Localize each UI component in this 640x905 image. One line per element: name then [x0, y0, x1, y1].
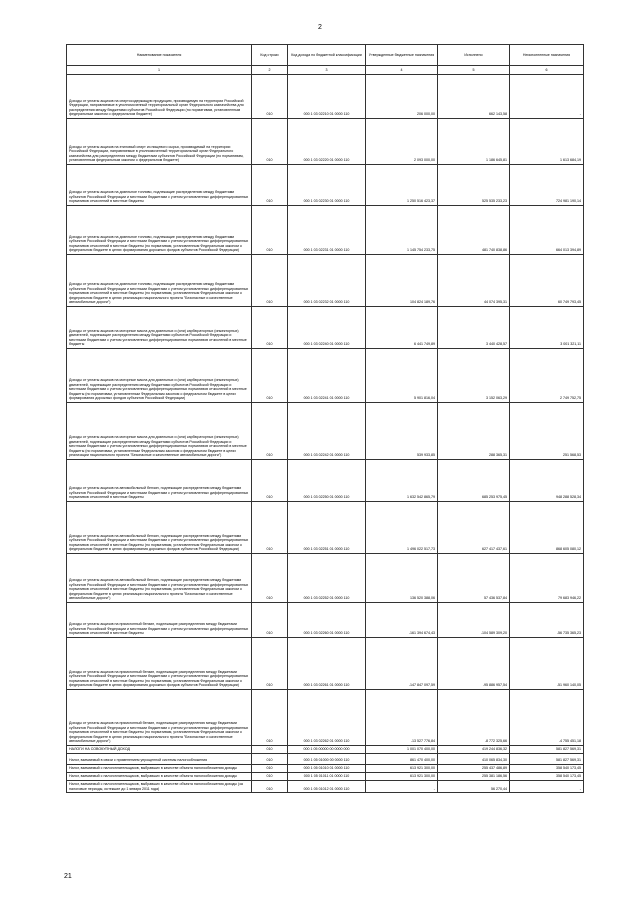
row-remaining: 664 013 394,89: [510, 206, 584, 255]
row-remaining: 79 683 946,22: [510, 554, 584, 603]
header-budget-code: Код дохода по бюджетной классификации: [288, 45, 366, 66]
row-executed: 255 381 186,56: [438, 773, 510, 781]
row-remaining: 581 827 569,31: [510, 746, 584, 754]
page-number-top: 2: [318, 24, 322, 31]
row-approved: 539 933,85: [366, 403, 438, 460]
row-executed: -95 886 957,54: [438, 638, 510, 690]
row-line-code: 010: [252, 307, 288, 349]
row-approved: 1 632 542 865,79: [366, 460, 438, 502]
row-name: Доходы от уплаты акцизов на дизельное топливо, подлежащие распределению между бюджетами субъектов Российской Федерации и местными бюджетами с учетом установленных дифференцированных нормативов отчислений в местные бюджеты: [67, 165, 252, 206]
row-executed: 3 152 063,29: [438, 349, 510, 403]
row-budget-code: 000 1 03 02220 01 0000 110: [288, 119, 366, 165]
row-executed: 57 436 537,84: [438, 554, 510, 603]
row-line-code: 010: [252, 255, 288, 307]
row-budget-code: 000 1 03 02231 01 0000 110: [288, 206, 366, 255]
row-line-code: 010: [252, 349, 288, 403]
row-remaining: -: [510, 781, 584, 793]
table-row: [67, 554, 584, 603]
table-row: [67, 119, 584, 165]
row-line-code: 010: [252, 119, 288, 165]
table-row: [67, 165, 584, 206]
row-line-code: 010: [252, 690, 288, 746]
table-row: [67, 75, 584, 119]
column-index: 6: [510, 66, 584, 75]
column-index: 5: [438, 66, 510, 75]
row-approved: 104 824 189,76: [366, 255, 438, 307]
column-index-row: [67, 66, 584, 75]
row-executed: 662 143,58: [438, 75, 510, 119]
table-row: [67, 206, 584, 255]
row-budget-code: 000 1 03 02210 01 0000 110: [288, 75, 366, 119]
row-budget-code: 000 1 05 00000 00 0000 000: [288, 746, 366, 754]
table-row: [67, 781, 584, 793]
row-name: Налог, взимаемый в связи с применением упрощенной системы налогообложения: [67, 754, 252, 765]
row-budget-code: 000 1 05 01011 01 0000 110: [288, 773, 366, 781]
row-name: Доходы от уплаты акцизов на моторные масла для дизельных и (или) карбюраторных (инжекторных) двигателей, подлежащие распределению между бюджетами субъектов Российской Федерации и местными бюджетами с учетом установленных дифференцированных нормативов отчислений в местные бюджеты (по нормативам, установленным Федеральным законом о федеральном бюджете в целях реализации национального проекта "Безопасные и качественные автомобильные дороги"): [67, 403, 252, 460]
row-name: Доходы от уплаты акцизов на этиловый спирт из пищевого сырья, производимый на территории Российской Федерации, направляемые в уполномоченный территориальный орган Федерального казначейства для распределения между бюджетами субъектов Российской Федерации (по нормативам, установленным федеральным законом о федеральном бюджете): [67, 119, 252, 165]
row-line-code: 010: [252, 554, 288, 603]
row-executed: 481 740 838,86: [438, 206, 510, 255]
row-approved: -: [366, 781, 438, 793]
row-budget-code: 000 1 03 02241 01 0000 110: [288, 349, 366, 403]
row-name: Доходы от уплаты акцизов на моторные масла для дизельных и (или) карбюраторных (инжекторных) двигателей, подлежащие распределению между бюджетами субъектов Российской Федерации и местными бюджетами с учетом установленных дифференцированных нормативов отчислений в местные бюджеты (по нормативам, установленным Федеральным законом о федеральном бюджете в целях формирования дорожных фондов субъектов Российской Федерации): [67, 349, 252, 403]
row-name: Доходы от уплаты акцизов на моторные масла для дизельных и (или) карбюраторных (инжекторных) двигателей, подлежащие распределению между бюджетами субъектов Российской Федерации и местными бюджетами с учетом установленных дифференцированных нормативов отчислений в местные бюджеты: [67, 307, 252, 349]
row-approved: 1 496 022 517,73: [366, 502, 438, 554]
row-line-code: 010: [252, 773, 288, 781]
table-row: [67, 603, 584, 638]
row-budget-code: 000 1 05 01012 01 0000 110: [288, 781, 366, 793]
row-budget-code: 000 1 05 01000 00 0000 110: [288, 754, 366, 765]
table-header-row: [67, 45, 584, 66]
row-line-code: 010: [252, 638, 288, 690]
row-remaining: 948 288 528,34: [510, 460, 584, 502]
row-budget-code: 000 1 03 02250 01 0000 110: [288, 460, 366, 502]
row-remaining: 724 981 190,14: [510, 165, 584, 206]
header-line-code: Код строки: [252, 45, 288, 66]
table-row: [67, 690, 584, 746]
table-row: [67, 765, 584, 773]
row-executed: 685 253 975,45: [438, 460, 510, 502]
table-row: [67, 773, 584, 781]
row-approved: -13 527 776,84: [366, 690, 438, 746]
row-name: Доходы от уплаты акцизов на прямогонный бензин, подлежащие распределению между бюджетами субъектов Российской Федерации и местными бюджетами с учетом установленных дифференцированных нормативов отчислений в местные бюджеты (по нормативам, установленным Федеральным законом о федеральном бюджете в целях реализации национального проекта "Безопасные и качественные автомобильные дороги"): [67, 690, 252, 746]
row-line-code: 010: [252, 603, 288, 638]
row-executed: 419 244 836,32: [438, 746, 510, 754]
column-index: 4: [366, 66, 438, 75]
table-row: [67, 754, 584, 765]
row-remaining: 581 827 569,31: [510, 754, 584, 765]
row-name: Налог, взимаемый с налогоплательщиков, выбравших в качестве объекта налогообложения доходы (за налоговые периоды, истекшие до 1 января 2011 года): [67, 781, 252, 793]
row-approved: 1 145 754 233,75: [366, 206, 438, 255]
row-executed: 255 437 486,89: [438, 765, 510, 773]
row-approved: 861 470 400,00: [366, 754, 438, 765]
row-name: Налог, взимаемый с налогоплательщиков, выбравших в качестве объекта налогообложения доходы: [67, 773, 252, 781]
header-indicator-name: Наименование показателя: [67, 45, 252, 66]
row-name: Доходы от уплаты акцизов на автомобильный бензин, подлежащие распределению между бюджетами субъектов Российской Федерации и местными бюджетами с учетом установленных дифференцированных нормативов отчислений в местные бюджеты (по нормативам, установленным Федеральным законом о федеральном бюджете в целях реализации национального проекта "Безопасные и качественные автомобильные дороги"): [67, 554, 252, 603]
row-approved: 613 921 300,00: [366, 773, 438, 781]
row-line-code: 010: [252, 765, 288, 773]
table-row: [67, 349, 584, 403]
table-row: [67, 638, 584, 690]
table-row: [67, 460, 584, 502]
row-line-code: 010: [252, 403, 288, 460]
column-index: 3: [288, 66, 366, 75]
row-executed: -104 589 309,20: [438, 603, 510, 638]
row-budget-code: 000 1 03 02260 01 0000 110: [288, 603, 366, 638]
row-line-code: 010: [252, 746, 288, 754]
column-index: 1: [67, 66, 252, 75]
page-number-bottom: 21: [64, 873, 72, 880]
row-line-code: 010: [252, 754, 288, 765]
row-budget-code: 000 1 03 02261 01 0000 110: [288, 638, 366, 690]
row-remaining: -51 960 140,05: [510, 638, 584, 690]
row-line-code: 010: [252, 460, 288, 502]
row-approved: 5 901 816,04: [366, 349, 438, 403]
row-executed: 56 270,44: [438, 781, 510, 793]
table-row: [67, 502, 584, 554]
row-executed: 288 365,31: [438, 403, 510, 460]
row-remaining: 358 540 173,45: [510, 765, 584, 773]
row-line-code: 010: [252, 502, 288, 554]
table-row: [67, 403, 584, 460]
row-name: Доходы от уплаты акцизов на дизельное топливо, подлежащие распределению между бюджетами субъектов Российской Федерации и местными бюджетами с учетом установленных дифференцированных нормативов отчислений в местные бюджеты (по нормативам, установленным Федеральным законом о федеральном бюджете в целях формирования дорожных фондов субъектов Российской Федерации): [67, 206, 252, 255]
row-approved: -147 847 097,59: [366, 638, 438, 690]
column-index: 2: [252, 66, 288, 75]
row-name: Налог, взимаемый с налогоплательщиков, выбравших в качестве объекта налогообложения доходы: [67, 765, 252, 773]
row-executed: 44 074 395,31: [438, 255, 510, 307]
row-approved: 2 093 000,00: [366, 119, 438, 165]
row-line-code: 010: [252, 206, 288, 255]
revenue-execution-table: [66, 44, 584, 793]
row-remaining: 1 613 684,19: [510, 119, 584, 165]
table-row: [67, 307, 584, 349]
row-approved: 206 000,00: [366, 75, 438, 119]
table-row: [67, 255, 584, 307]
row-budget-code: 000 1 03 02251 01 0000 110: [288, 502, 366, 554]
row-name: Доходы от уплаты акцизов на автомобильный бензин, подлежащие распределению между бюджетами субъектов Российской Федерации и местными бюджетами с учетом установленных дифференцированных нормативов отчислений в местные бюджеты (по нормативам, установленным Федеральным законом о федеральном бюджете в целях формирования дорожных фондов субъектов Российской Федерации): [67, 502, 252, 554]
row-name: Доходы от уплаты акцизов на дизельное топливо, подлежащие распределению между бюджетами субъектов Российской Федерации и местными бюджетами с учетом установленных дифференцированных нормативов отчислений в местные бюджеты (по нормативам, установленным Федеральным законом о федеральном бюджете в целях реализации национального проекта "Безопасные и качественные автомобильные дороги"): [67, 255, 252, 307]
row-name: Доходы от уплаты акцизов на автомобильный бензин, подлежащие распределению между бюджетами субъектов Российской Федерации и местными бюджетами с учетом установленных дифференцированных нормативов отчислений в местные бюджеты: [67, 460, 252, 502]
row-executed: -8 772 325,66: [438, 690, 510, 746]
row-remaining: 251 568,53: [510, 403, 584, 460]
row-remaining: -56 735 365,23: [510, 603, 584, 638]
row-line-code: 010: [252, 75, 288, 119]
row-remaining: 868 605 080,12: [510, 502, 584, 554]
row-remaining: 3 001 321,11: [510, 307, 584, 349]
row-remaining: -: [510, 75, 584, 119]
row-name: Доходы от уплаты акцизов на спиртосодержащую продукцию, производимую на территории Российской Федерации, направляемые в уполномоченный территориальный орган Федерального казначейства для распределения между бюджетами субъектов Российской Федерации (по нормативам, установленным федеральным законом о федеральном бюджете): [67, 75, 252, 119]
row-remaining: 60 749 793,45: [510, 255, 584, 307]
header-executed: Исполнено: [438, 45, 510, 66]
row-name: Доходы от уплаты акцизов на прямогонный бензин, подлежащие распределению между бюджетами субъектов Российской Федерации и местными бюджетами с учетом установленных дифференцированных нормативов отчислений в местные бюджеты (по нормативам, установленным Федеральным законом о федеральном бюджете в целях формирования дорожных фондов субъектов Российской Федерации): [67, 638, 252, 690]
row-remaining: -4 755 451,18: [510, 690, 584, 746]
row-budget-code: 000 1 03 02232 01 0000 110: [288, 255, 366, 307]
header-approved: Утвержденные бюджетные назначения: [366, 45, 438, 66]
row-line-code: 010: [252, 781, 288, 793]
row-approved: 613 921 300,00: [366, 765, 438, 773]
table-row: [67, 746, 584, 754]
row-budget-code: 000 1 03 02252 01 0000 110: [288, 554, 366, 603]
row-executed: 1 186 645,81: [438, 119, 510, 165]
row-approved: 1 001 070 400,00: [366, 746, 438, 754]
row-approved: 6 441 749,89: [366, 307, 438, 349]
row-name: Доходы от уплаты акцизов на прямогонный бензин, подлежащие распределению между бюджетами субъектов Российской Федерации и местными бюджетами с учетом установленных дифференцированных нормативов отчислений в местные бюджеты: [67, 603, 252, 638]
header-remaining: Неисполненные назначения: [510, 45, 584, 66]
row-budget-code: 000 1 03 02262 01 0000 110: [288, 690, 366, 746]
row-approved: 1 250 516 423,37: [366, 165, 438, 206]
row-budget-code: 000 1 05 01010 01 0000 110: [288, 765, 366, 773]
row-approved: 136 520 388,06: [366, 554, 438, 603]
row-budget-code: 000 1 03 02242 01 0000 110: [288, 403, 366, 460]
row-executed: 410 065 834,30: [438, 754, 510, 765]
row-budget-code: 000 1 03 02240 01 0000 110: [288, 307, 366, 349]
row-line-code: 010: [252, 165, 288, 206]
row-remaining: 358 540 173,45: [510, 773, 584, 781]
row-budget-code: 000 1 03 02230 01 0000 110: [288, 165, 366, 206]
row-executed: 627 417 437,61: [438, 502, 510, 554]
row-remaining: 2 749 752,75: [510, 349, 584, 403]
row-name: НАЛОГИ НА СОВОКУПНЫЙ ДОХОД: [67, 746, 252, 754]
row-approved: -161 394 674,43: [366, 603, 438, 638]
row-executed: 525 535 233,23: [438, 165, 510, 206]
row-executed: 3 440 428,57: [438, 307, 510, 349]
